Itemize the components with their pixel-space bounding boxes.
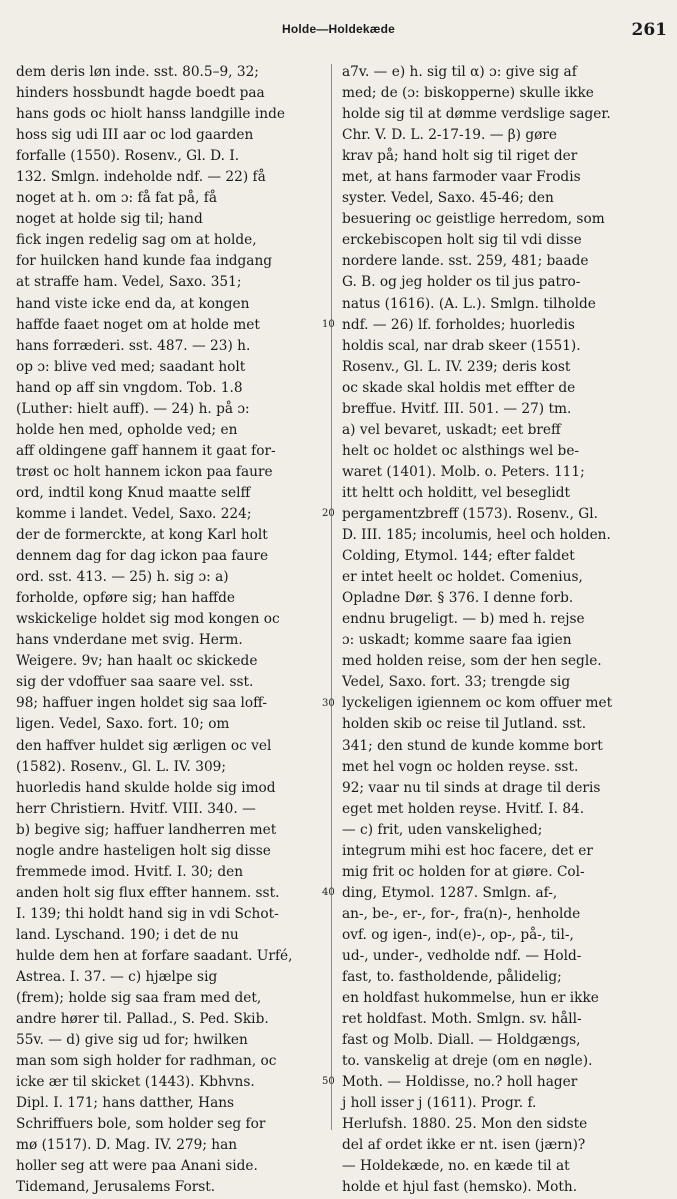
text-line: Weigere. 9v; han haalt oc skickede xyxy=(16,653,258,670)
text-line: icke ær til skicket (1443). Kbhvns. xyxy=(16,1074,255,1091)
left-column xyxy=(16,62,320,1196)
text-line: met hel vogn oc holden reyse. sst. xyxy=(342,758,579,775)
text-line: holde hen med, opholde ved; en xyxy=(16,421,238,438)
line-number: 20 xyxy=(322,508,335,520)
text-line: hans vnderdane met svig. Herm. xyxy=(16,632,243,649)
line-number: 30 xyxy=(322,697,335,709)
text-line: ord. sst. 413. — 25) h. sig ɔ: a) xyxy=(16,569,229,586)
text-line: forholde, opføre sig; han haffde xyxy=(16,590,235,607)
text-line: G. B. og jeg holder os til jus patro- xyxy=(342,274,581,291)
text-line: trøst oc holt hannem ickon paa faure xyxy=(16,463,273,480)
text-line: komme i landet. Vedel, Saxo. 224; xyxy=(16,505,252,522)
text-line: ovf. og igen-, ind(e)-, op-, på-, til-, xyxy=(342,926,574,943)
text-line: med holden reise, som der hen segle. xyxy=(342,653,602,670)
text-line: I. 139; thi holdt hand sig in vdi Schot- xyxy=(16,905,279,922)
text-line: dennem dag for dag ickon paa faure xyxy=(16,548,269,565)
text-line: er intet heelt oc holdet. Comenius, xyxy=(342,569,583,586)
text-line: for huilcken hand kunde faa indgang xyxy=(16,253,273,270)
text-line: den haffver huldet sig ærligen oc vel xyxy=(16,737,272,754)
text-line: — Holdekæde, no. en kæde til at xyxy=(342,1158,570,1175)
text-line: met, at hans farmoder vaar Frodis xyxy=(342,169,581,186)
text-line: D. III. 185; incolumis, heel och holden. xyxy=(342,527,611,544)
text-line: op ɔ: blive ved med; saadant holt xyxy=(16,358,246,375)
text-line: holde sig til at dømme verdslige sager. xyxy=(342,106,611,123)
text-line: hand op aff sin vngdom. Tob. 1.8 xyxy=(16,379,243,396)
text-line: Colding, Etymol. 144; efter faldet xyxy=(342,548,575,565)
text-line: Schriffuers bole, som holder seg for xyxy=(16,1116,266,1133)
text-line: mig frit oc holden for at giøre. Col- xyxy=(342,863,585,880)
text-line: waret (1401). Molb. o. Peters. 111; xyxy=(342,463,585,480)
text-line: herr Christiern. Hvitf. VIII. 340. — xyxy=(16,800,256,817)
text-line: itt heltt och holditt, vel beseglidt xyxy=(342,484,571,501)
text-line: an-, be-, er-, for-, fra(n)-, henholde xyxy=(342,905,581,922)
text-line: huorledis hand skulde holde sig imod xyxy=(16,779,276,796)
text-line: 98; haffuer ingen holdet sig saa loff- xyxy=(16,695,267,712)
text-line: ret holdfast. Moth. Smlgn. sv. håll- xyxy=(342,1011,582,1028)
text-line: ndf. — 26) lf. forholdes; huorledis xyxy=(342,316,575,333)
text-line: mø (1517). D. Mag. IV. 279; han xyxy=(16,1137,238,1154)
text-line: sig der vdoffuer saa saare vel. sst. xyxy=(16,674,254,691)
column-divider xyxy=(331,64,332,1130)
text-line: Herlufsh. 1880. 25. Mon den sidste xyxy=(342,1116,588,1133)
text-line: oc skade skal holdis met effter de xyxy=(342,379,576,396)
text-line: hoss sig udi III aar oc lod gaarden xyxy=(16,127,254,144)
text-line: ord, indtil kong Knud maatte selff xyxy=(16,484,251,501)
text-line: fast, to. fastholdende, pålidelig; xyxy=(342,969,562,986)
text-line: holdis scal, nar drab skeer (1551). xyxy=(342,337,581,354)
text-line: (Luther: hielt auff). — 24) h. på ɔ: xyxy=(16,400,250,417)
text-line: 92; vaar nu til sinds at drage til deris xyxy=(342,779,601,796)
text-line: j holl isser j (1611). Progr. f. xyxy=(342,1095,537,1112)
text-line: land. Lyschand. 190; i det de nu xyxy=(16,926,239,943)
text-line: syster. Vedel, Saxo. 45-46; den xyxy=(342,190,554,207)
text-line: at straffe ham. Vedel, Saxo. 351; xyxy=(16,274,242,291)
text-line: pergamentzbreff (1573). Rosenv., Gl. xyxy=(342,505,598,522)
line-number: 50 xyxy=(322,1076,335,1088)
text-line: anden holt sig flux effter hannem. sst. xyxy=(16,884,280,901)
text-line: ding, Etymol. 1287. Smlgn. af-, xyxy=(342,884,558,901)
page-header xyxy=(0,20,677,50)
text-line: wskickelige holdet sig mod kongen oc xyxy=(16,611,280,628)
text-line: hinders hossbundt hagde boedt paa xyxy=(16,85,265,102)
text-line: andre hører til. Pallad., S. Ped. Skib. xyxy=(16,1011,269,1028)
right-column xyxy=(342,62,668,1196)
text-line: en holdfast hukommelse, hun er ikke xyxy=(342,990,599,1007)
text-line: (frem); holde sig saa fram med det, xyxy=(16,990,262,1007)
text-line: noget at h. om ɔ: få fat på, få xyxy=(16,190,218,207)
text-line: der de formerckte, at kong Karl holt xyxy=(16,527,268,544)
text-line: integrum mihi est hoc facere, det er xyxy=(342,842,593,859)
text-line: dem deris løn inde. sst. 80.5–9, 32; xyxy=(16,64,259,80)
text-line: eget met holden reyse. Hvitf. I. 84. xyxy=(342,800,585,817)
text-line: nordere lande. sst. 259, 481; baade xyxy=(342,253,589,270)
text-line: 132. Smlgn. indeholde ndf. — 22) få xyxy=(16,169,266,186)
text-line: ligen. Vedel, Saxo. fort. 10; om xyxy=(16,716,230,733)
text-line: a7v. — e) h. sig til α) ɔ: give sig af xyxy=(342,64,577,80)
text-line: lyckeligen igiennem oc kom offuer met xyxy=(342,695,613,712)
text-line: 341; den stund de kunde komme bort xyxy=(342,737,603,754)
text-line: besuering oc geistlige herredom, som xyxy=(342,211,605,228)
text-line: helt oc holdet oc alsthings wel be- xyxy=(342,442,580,459)
text-line: ud-, under-, vedholde ndf. — Hold- xyxy=(342,947,582,964)
text-line: noget at holde sig til; hand xyxy=(16,211,203,228)
text-line: Vedel, Saxo. fort. 33; trengde sig xyxy=(342,674,571,691)
text-line: fremmede imod. Hvitf. I. 30; den xyxy=(16,863,244,880)
text-line: erckebiscopen holt sig til vdi disse xyxy=(342,232,582,249)
text-line: man som sigh holder for radhman, oc xyxy=(16,1053,277,1070)
text-line: ɔ: uskadt; komme saare faa igien xyxy=(342,632,572,649)
text-line: hand viste icke end da, at kongen xyxy=(16,295,250,312)
text-line: forfalle (1550). Rosenv., Gl. D. I. xyxy=(16,148,240,165)
text-line: fick ingen redelig sag om at holde, xyxy=(16,232,257,249)
running-head: Holde—Holdekæde xyxy=(281,22,395,36)
text-line: hans gods oc hiolt hanss landgille inde xyxy=(16,106,285,123)
text-line: a) vel bevaret, uskadt; eet breff xyxy=(342,421,561,438)
text-line: Tidemand, Jerusalems Forst. xyxy=(16,1179,216,1196)
text-line: breffue. Hvitf. III. 501. — 27) tm. xyxy=(342,400,572,417)
text-line: Astrea. I. 37. — c) hjælpe sig xyxy=(16,969,218,986)
text-line: hulde dem hen at forfare saadant. Urfé, xyxy=(16,947,293,964)
text-line: (1582). Rosenv., Gl. L. IV. 309; xyxy=(16,758,227,775)
text-line: — c) frit, uden vanskelighed; xyxy=(342,821,543,838)
text-line: med; de (ɔ: biskopperne) skulle ikke xyxy=(342,85,594,102)
text-line: aff oldingene gaff hannem it gaat for- xyxy=(16,442,276,459)
text-line: natus (1616). (A. L.). Smlgn. tilholde xyxy=(342,295,596,312)
text-line: krav på; hand holt sig til riget der xyxy=(342,148,578,165)
text-line: del af ordet ikke er nt. isen (jærn)? xyxy=(342,1137,586,1154)
line-number: 10 xyxy=(322,318,335,330)
text-line: 55v. — d) give sig ud for; hwilken xyxy=(16,1032,248,1049)
text-line: holde et hjul fast (hemsko). Moth. xyxy=(342,1179,578,1196)
text-line: to. vanskelig at dreje (om en nøgle). xyxy=(342,1053,593,1070)
page-number: 261 xyxy=(631,20,667,40)
text-line: b) begive sig; haffuer landherren met xyxy=(16,821,277,838)
text-line: endnu brugeligt. — b) med h. rejse xyxy=(342,611,585,628)
text-line: nogle andre hasteligen holt sig disse xyxy=(16,842,271,859)
text-line: Chr. V. D. L. 2-17-19. — β) gøre xyxy=(342,127,557,144)
text-line: Dipl. I. 171; hans datther, Hans xyxy=(16,1095,235,1112)
text-line: haffde faaet noget om at holde met xyxy=(16,316,260,333)
line-number: 40 xyxy=(322,886,335,898)
text-line: Moth. — Holdisse, no.? holl hager xyxy=(342,1074,578,1091)
text-line: fast og Molb. Diall. — Holdgængs, xyxy=(342,1032,581,1049)
text-line: hans forræderi. sst. 487. — 23) h. xyxy=(16,337,251,354)
text-line: holler seg att were paa Anani side. xyxy=(16,1158,258,1175)
text-line: Rosenv., Gl. L. IV. 239; deris kost xyxy=(342,358,571,375)
text-line: holden skib oc reise til Jutland. sst. xyxy=(342,716,587,733)
text-line: Opladne Dør. § 376. I denne forb. xyxy=(342,590,574,607)
